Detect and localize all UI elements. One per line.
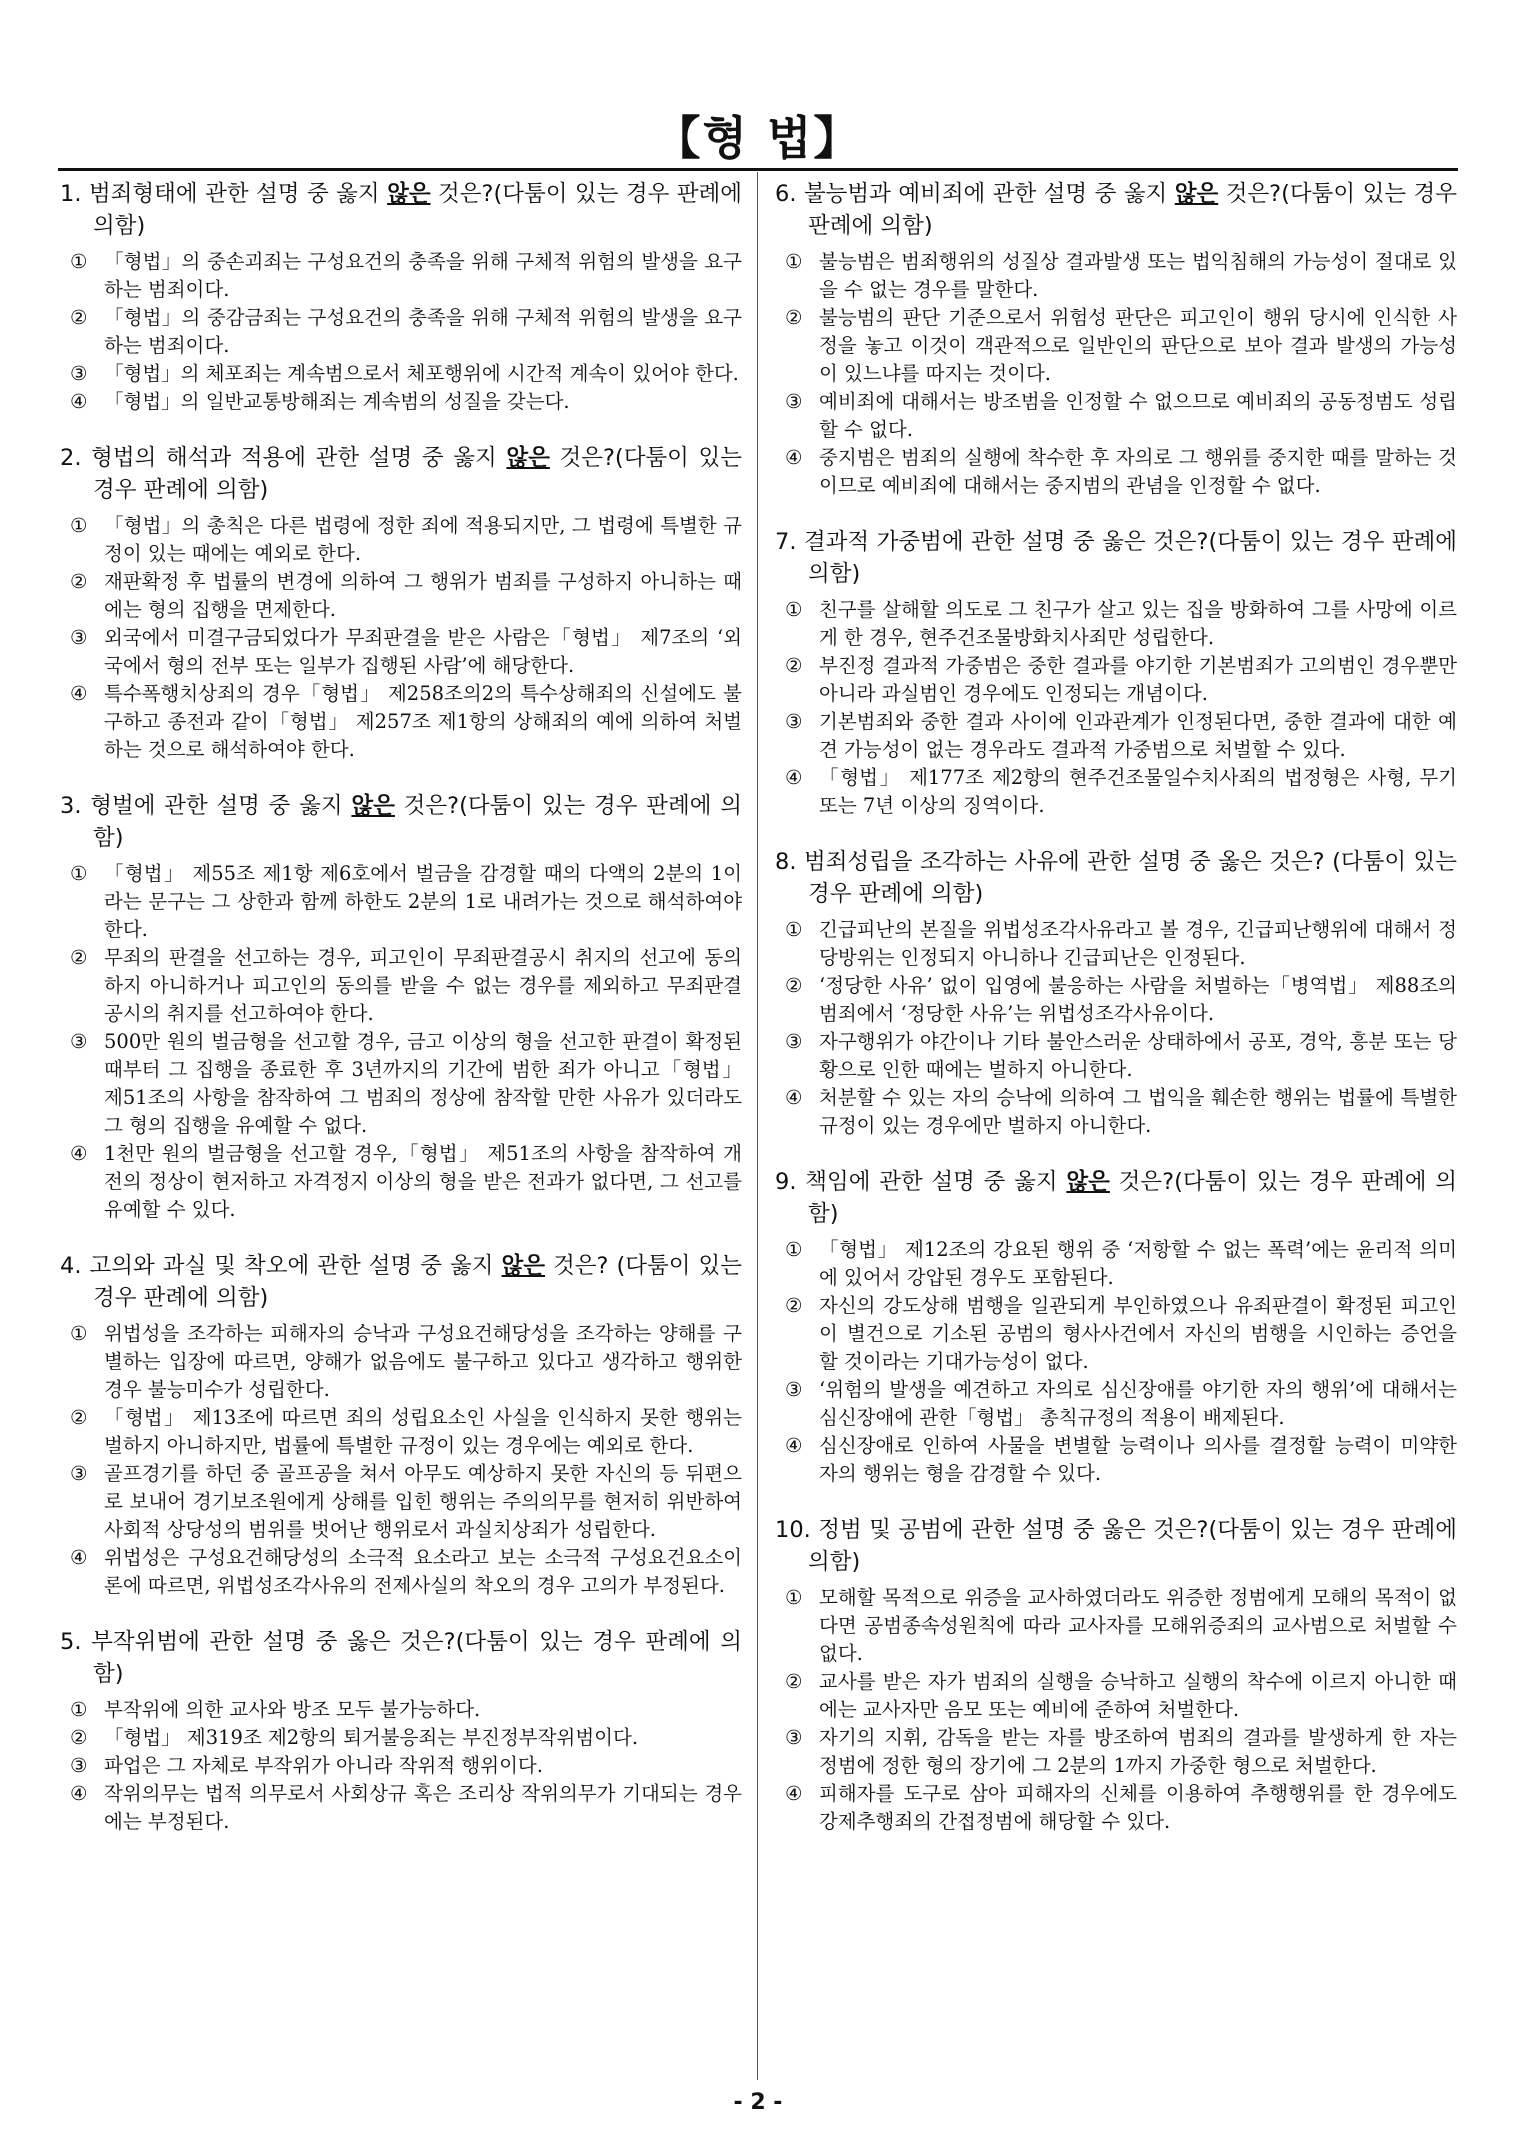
option-text: 처분할 수 있는 자의 승낙에 의하여 그 법익을 훼손한 행위는 법률에 특별한 규정이 있는 경우에만 벌하지 아니한다. (819, 1086, 1457, 1137)
question-stem (775, 526, 1457, 590)
option-list (775, 1584, 1457, 1836)
option-number: ① (785, 1586, 803, 1609)
option-number: ① (785, 1238, 803, 1261)
question-emphasis: 않은 (387, 181, 431, 207)
option-number: ③ (785, 1378, 803, 1401)
question-emphasis: 않은 (351, 793, 395, 819)
option-number: ③ (785, 1726, 803, 1749)
answer-option[interactable] (60, 512, 742, 568)
question-emphasis: 않은 (1174, 181, 1219, 207)
option-text: 「형법」의 중손괴죄는 구성요건의 충족을 위해 구체적 위험의 발생을 요구하는 범죄이다. (104, 250, 742, 301)
question-number: 4. (60, 1253, 82, 1279)
answer-option[interactable] (775, 304, 1457, 388)
question-stem (60, 442, 742, 506)
question-number: 5. (60, 1629, 82, 1655)
answer-option[interactable] (775, 1432, 1457, 1488)
question-text: 부작위범에 관한 설명 중 옳은 것은?(다툼이 있는 경우 판례에 의함) (91, 1629, 743, 1687)
answer-option[interactable] (60, 860, 742, 944)
option-number: ① (70, 514, 88, 537)
option-number: ② (70, 1726, 88, 1749)
option-number: ① (785, 918, 803, 941)
option-number: ② (785, 1670, 803, 1693)
column-divider (757, 172, 758, 2080)
option-number: ③ (70, 626, 88, 649)
answer-option[interactable] (775, 1084, 1457, 1140)
option-text: 1천만 원의 벌금형을 선고할 경우,「형법」 제51조의 사항을 참작하여 개전의 정상이 현저하고 자격정지 이상의 형을 받은 전과가 없다면, 그 선고를 유예할 수 있다. (104, 1142, 742, 1221)
question-emphasis: 않은 (501, 1253, 546, 1279)
question-emphasis: 않은 (506, 445, 550, 471)
answer-option[interactable] (60, 388, 742, 416)
option-number: ① (785, 598, 803, 621)
question-text-tail: 것은?(다툼이 있는 경우 판례에 의함) (93, 181, 742, 239)
question-stem (60, 790, 742, 854)
question-text: 불능범과 예비죄에 관한 설명 중 옳지 (803, 181, 1175, 207)
option-list (775, 596, 1457, 820)
option-text: 위법성은 구성요건해당성의 소극적 요소라고 보는 소극적 구성요건요소이론에 따르면, 위법성조각사유의 전제사실의 착오의 경우 고의가 부정된다. (104, 1546, 742, 1597)
answer-option[interactable] (775, 1292, 1457, 1376)
option-text: 자신의 강도상해 범행을 일관되게 부인하였으나 유죄판결이 확정된 피고인이 별건으로 기소된 공범의 형사사건에서 자신의 범행을 시인하는 증언을 할 것이라는 기대가능성이 없다. (819, 1294, 1457, 1373)
option-number: ① (785, 250, 803, 273)
option-number: ② (70, 1406, 88, 1429)
option-text: 자구행위가 야간이나 기타 불안스러운 상태하에서 공포, 경악, 흥분 또는 당황으로 인한 때에는 벌하지 아니한다. (819, 1030, 1457, 1081)
option-number: ② (785, 974, 803, 997)
answer-option[interactable] (775, 1668, 1457, 1724)
question-7 (775, 526, 1457, 820)
question-text: 정범 및 공범에 관한 설명 중 옳은 것은?(다툼이 있는 경우 판례에 의함) (808, 1517, 1457, 1575)
question-text: 결과적 가중범에 관한 설명 중 옳은 것은?(다툼이 있는 경우 판례에 의함) (803, 529, 1458, 587)
option-number: ② (70, 570, 88, 593)
option-number: ② (785, 1294, 803, 1317)
option-number: ① (70, 1698, 88, 1721)
option-number: ④ (785, 1782, 803, 1805)
option-text: 「형법」 제177조 제2항의 현주건조물일수치사죄의 법정형은 사형, 무기 또는 7년 이상의 징역이다. (819, 766, 1457, 817)
answer-option[interactable] (775, 1780, 1457, 1836)
answer-option[interactable] (775, 444, 1457, 500)
question-stem (60, 1626, 742, 1690)
option-number: ③ (785, 710, 803, 733)
question-9 (775, 1166, 1457, 1488)
option-text: 「형법」의 총칙은 다른 법령에 정한 죄에 적용되지만, 그 법령에 특별한 규정이 있는 때에는 예외로 한다. (104, 514, 742, 565)
answer-option[interactable] (60, 624, 742, 680)
option-number: ④ (785, 1434, 803, 1457)
question-number: 8. (775, 849, 797, 875)
option-list (60, 1696, 742, 1836)
title-rule (58, 168, 1458, 171)
option-text: 예비죄에 대해서는 방조범을 인정할 수 없으므로 예비죄의 공동정범도 성립할 수 없다. (819, 390, 1457, 441)
question-number: 3. (60, 793, 82, 819)
question-text: 형벌에 관한 설명 중 옳지 (90, 793, 352, 819)
answer-option[interactable] (775, 916, 1457, 972)
option-number: ① (70, 862, 88, 885)
answer-option[interactable] (60, 1780, 742, 1836)
answer-option[interactable] (60, 1544, 742, 1600)
answer-option[interactable] (775, 248, 1457, 304)
question-text-tail: 것은? (다툼이 있는 경우 판례에 의함) (93, 1253, 742, 1311)
answer-option[interactable] (60, 1028, 742, 1140)
question-5 (60, 1626, 742, 1836)
option-text: 모해할 목적으로 위증을 교사하였더라도 위증한 정범에게 모해의 목적이 없다면 공범종속성원칙에 따라 교사자를 모해위증죄의 교사범으로 처벌할 수 없다. (819, 1586, 1457, 1665)
option-text: 불능범은 범죄행위의 성질상 결과발생 또는 법익침해의 가능성이 절대로 있을 수 없는 경우를 말한다. (819, 250, 1457, 301)
answer-option[interactable] (775, 1028, 1457, 1084)
question-stem (775, 1514, 1457, 1578)
option-text: 부작위에 의한 교사와 방조 모두 불가능하다. (104, 1698, 481, 1721)
question-emphasis: 않은 (1066, 1169, 1110, 1195)
option-number: ② (785, 306, 803, 329)
question-number: 10. (775, 1517, 811, 1543)
answer-option[interactable] (60, 944, 742, 1028)
option-text: 위법성을 조각하는 피해자의 승낙과 구성요건해당성을 조각하는 양해를 구별하는 입장에 따르면, 양해가 없음에도 불구하고 있다고 생각하고 행위한 경우 불능미수가 성립한다. (104, 1322, 742, 1401)
option-text: ‘위험의 발생을 예견하고 자의로 심신장애를 야기한 자의 행위’에 대해서는 심신장애에 관한「형법」 총칙규정의 적용이 배제된다. (819, 1378, 1457, 1429)
option-text: 500만 원의 벌금형을 선고할 경우, 금고 이상의 형을 선고한 판결이 확정된 때부터 그 집행을 종료한 후 3년까지의 기간에 범한 죄가 아니고「형법」 제51조의 사항을 참작하여 그 범죄의 정상에 참작할 만한 사유가 있더라도 그 형의 집행을 유예할 수 없다. (104, 1030, 742, 1137)
option-number: ④ (785, 446, 803, 469)
page-title: 【형 법】 (654, 111, 862, 165)
option-text: 긴급피난의 본질을 위법성조각사유라고 볼 경우, 긴급피난행위에 대해서 정당방위는 인정되지 아니하나 긴급피난은 인정된다. (819, 918, 1457, 969)
question-stem (775, 1166, 1457, 1230)
question-number: 6. (775, 181, 797, 207)
option-text: 「형법」의 체포죄는 계속범으로서 체포행위에 시간적 계속이 있어야 한다. (104, 362, 739, 385)
question-3 (60, 790, 742, 1224)
question-stem (60, 1250, 742, 1314)
answer-option[interactable] (775, 388, 1457, 444)
option-number: ④ (70, 390, 88, 413)
option-list (775, 1236, 1457, 1488)
answer-option[interactable] (60, 1140, 742, 1224)
option-list (60, 512, 742, 764)
question-8 (775, 846, 1457, 1140)
option-number: ② (785, 654, 803, 677)
option-text: 「형법」의 일반교통방해죄는 계속범의 성질을 갖는다. (104, 390, 570, 413)
answer-option[interactable] (775, 708, 1457, 764)
option-text: ‘정당한 사유’ 없이 입영에 불응하는 사람을 처벌하는「병역법」 제88조의 범죄에서 ‘정당한 사유’는 위법성조각사유이다. (819, 974, 1457, 1025)
question-stem (60, 178, 742, 242)
option-text: 자기의 지휘, 감독을 받는 자를 방조하여 범죄의 결과를 발생하게 한 자는 정범에 정한 형의 장기에 그 2분의 1까지 가중한 형으로 처벌한다. (819, 1726, 1457, 1777)
question-stem (775, 178, 1457, 242)
option-list (60, 1320, 742, 1600)
option-text: 중지범은 범죄의 실행에 착수한 후 자의로 그 행위를 중지한 때를 말하는 것이므로 예비죄에 대해서는 중지범의 관념을 인정할 수 없다. (819, 446, 1457, 497)
option-number: ② (70, 306, 88, 329)
question-text-tail: 것은?(다툼이 있는 경우 판례에 의함) (93, 793, 742, 851)
question-text: 책임에 관한 설명 중 옳지 (805, 1169, 1067, 1195)
answer-option[interactable] (60, 360, 742, 388)
answer-option[interactable] (775, 764, 1457, 820)
option-text: 「형법」 제319조 제2항의 퇴거불응죄는 부진정부작위범이다. (104, 1726, 639, 1749)
question-2 (60, 442, 742, 764)
option-number: ③ (785, 390, 803, 413)
answer-option[interactable] (775, 596, 1457, 652)
question-number: 7. (775, 529, 797, 555)
option-number: ③ (785, 1030, 803, 1053)
option-text: 불능범의 판단 기준으로서 위험성 판단은 피고인이 행위 당시에 인식한 사정을 놓고 이것이 객관적으로 일반인의 판단으로 보아 결과 발생의 가능성이 있느냐를 따지는 것이다. (819, 306, 1457, 385)
option-text: 작위의무는 법적 의무로서 사회상규 혹은 조리상 작위의무가 기대되는 경우에는 부정된다. (104, 1782, 742, 1833)
option-text: 외국에서 미결구금되었다가 무죄판결을 받은 사람은「형법」 제7조의 ‘외국에서 형의 전부 또는 일부가 집행된 사람’에 해당한다. (104, 626, 742, 677)
question-text: 형법의 해석과 적용에 관한 설명 중 옳지 (91, 445, 507, 471)
answer-option[interactable] (60, 568, 742, 624)
option-text: 친구를 살해할 의도로 그 친구가 살고 있는 집을 방화하여 그를 사망에 이르게 한 경우, 현주건조물방화치사죄만 성립한다. (819, 598, 1457, 649)
option-number: ② (70, 946, 88, 969)
option-text: 특수폭행치상죄의 경우「형법」 제258조의2의 특수상해죄의 신설에도 불구하고 종전과 같이「형법」 제257조 제1항의 상해죄의 예에 의하여 처벌하는 것으로 해석하여야 한다. (104, 682, 742, 761)
question-text-tail: 것은?(다툼이 있는 경우 판례에 의함) (808, 181, 1457, 239)
answer-option[interactable] (60, 248, 742, 304)
option-number: ① (70, 250, 88, 273)
question-number: 1. (60, 181, 82, 207)
option-text: 기본범죄와 중한 결과 사이에 인과관계가 인정된다면, 중한 결과에 대한 예견 가능성이 없는 경우라도 결과적 가중범으로 처벌할 수 있다. (819, 710, 1457, 761)
option-number: ③ (70, 1030, 88, 1053)
option-text: 무죄의 판결을 선고하는 경우, 피고인이 무죄판결공시 취지의 선고에 동의하지 아니하거나 피고인의 동의를 받을 수 없는 경우를 제외하고 무죄판결공시의 취지를 선고하여야 한다. (104, 946, 742, 1025)
question-4 (60, 1250, 742, 1600)
option-list (60, 248, 742, 416)
question-text-tail: 것은?(다툼이 있는 경우 판례에 의함) (93, 445, 743, 503)
answer-option[interactable] (60, 1460, 742, 1544)
question-text: 범죄성립을 조각하는 사유에 관한 설명 중 옳은 것은? (다툼이 있는 경우 판례에 의함) (803, 849, 1458, 907)
option-number: ④ (70, 1142, 88, 1165)
option-text: 골프경기를 하던 중 골프공을 쳐서 아무도 예상하지 못한 자신의 등 뒤편으로 보내어 경기보조원에게 상해를 입힌 행위는 주의의무를 현저히 위반하여 사회적 상당성의 범위를 벗어난 행위로서 과실치상죄가 성립한다. (104, 1462, 742, 1541)
question-text: 고의와 과실 및 착오에 관한 설명 중 옳지 (89, 1253, 502, 1279)
answer-option[interactable] (775, 972, 1457, 1028)
question-number: 2. (60, 445, 82, 471)
question-6 (775, 178, 1457, 500)
option-number: ④ (785, 1086, 803, 1109)
answer-option[interactable] (60, 1752, 742, 1780)
left-column (60, 178, 742, 1862)
answer-option[interactable] (60, 680, 742, 764)
question-text-tail: 것은?(다툼이 있는 경우 판례에 의함) (808, 1169, 1457, 1227)
answer-option[interactable] (775, 1584, 1457, 1668)
option-list (60, 860, 742, 1224)
page-number: - 2 - (733, 2090, 783, 2115)
option-number: ③ (70, 362, 88, 385)
answer-option[interactable] (775, 1724, 1457, 1780)
option-text: 심신장애로 인하여 사물을 변별할 능력이나 의사를 결정할 능력이 미약한 자의 행위는 형을 감경할 수 있다. (819, 1434, 1457, 1485)
option-list (775, 248, 1457, 500)
question-1 (60, 178, 742, 416)
option-number: ④ (785, 766, 803, 789)
option-text: 교사를 받은 자가 범죄의 실행을 승낙하고 실행의 착수에 이르지 아니한 때에는 교사자만 음모 또는 예비에 준하여 처벌한다. (819, 1670, 1457, 1721)
question-stem (775, 846, 1457, 910)
option-text: 부진정 결과적 가중범은 중한 결과를 야기한 기본범죄가 고의범인 경우뿐만 아니라 과실범인 경우에도 인정되는 개념이다. (819, 654, 1457, 705)
answer-option[interactable] (60, 1404, 742, 1460)
option-number: ③ (70, 1754, 88, 1777)
option-text: 재판확정 후 법률의 변경에 의하여 그 행위가 범죄를 구성하지 아니하는 때에는 형의 집행을 면제한다. (104, 570, 742, 621)
answer-option[interactable] (60, 1696, 742, 1724)
answer-option[interactable] (775, 1236, 1457, 1292)
option-text: 「형법」 제55조 제1항 제6호에서 벌금을 감경할 때의 다액의 2분의 1이라는 문구는 그 상한과 함께 하한도 2분의 1로 내려가는 것으로 해석하여야 한다. (104, 862, 742, 941)
option-text: 「형법」 제12조의 강요된 행위 중 ‘저항할 수 없는 폭력’에는 윤리적 의미에 있어서 강압된 경우도 포함된다. (819, 1238, 1457, 1289)
answer-option[interactable] (60, 304, 742, 360)
option-text: 파업은 그 자체로 부작위가 아니라 작위적 행위이다. (104, 1754, 543, 1777)
option-text: 「형법」 제13조에 따르면 죄의 성립요소인 사실을 인식하지 못한 행위는 벌하지 아니하지만, 법률에 특별한 규정이 있는 경우에는 예외로 한다. (104, 1406, 742, 1457)
option-list (775, 916, 1457, 1140)
option-number: ④ (70, 682, 88, 705)
question-text: 범죄형태에 관한 설명 중 옳지 (88, 181, 388, 207)
question-number: 9. (775, 1169, 797, 1195)
answer-option[interactable] (60, 1724, 742, 1752)
option-text: 「형법」의 중감금죄는 구성요건의 충족을 위해 구체적 위험의 발생을 요구하는 범죄이다. (104, 306, 742, 357)
option-number: ④ (70, 1782, 88, 1805)
answer-option[interactable] (60, 1320, 742, 1404)
answer-option[interactable] (775, 1376, 1457, 1432)
option-text: 피해자를 도구로 삼아 피해자의 신체를 이용하여 추행행위를 한 경우에도 강제추행죄의 간접정범에 해당할 수 있다. (819, 1782, 1457, 1833)
option-number: ③ (70, 1462, 88, 1485)
answer-option[interactable] (775, 652, 1457, 708)
option-number: ① (70, 1322, 88, 1345)
right-column (775, 178, 1457, 1862)
option-number: ④ (70, 1546, 88, 1569)
question-10 (775, 1514, 1457, 1836)
